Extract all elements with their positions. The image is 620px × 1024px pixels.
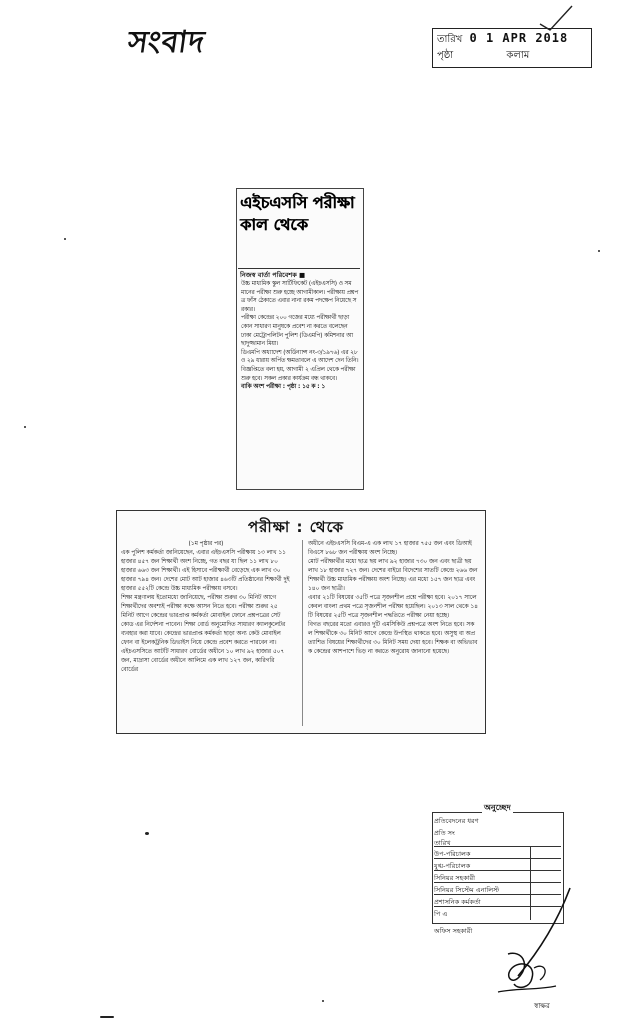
routing-row-label: প্রতি সং (434, 829, 455, 837)
clipping-paragraph: ডিএমপি অধ্যাদেশ (অর্ডিন্যান্স নং-৩/১৯৭৬) এর ২৮ ও ২৯ ধারায় অর্পিত ক্ষমতাবলে এ আদেশ দেন তিনি। বিজ্ঞপ্তিতে বলা হয়, আগামী ২ এপ্রিল থেকে পরীক্ষা শুরু হবে। সকল প্রকার কার্যক্রম বন্ধ থাকবে। (241, 349, 359, 382)
column-paragraph: এইচএসসিতে আটটি সাধারণ বোর্ডের অধীনে ১০ লাখ ৯২ হাজার ৫০৭ জন, মাদ্রাসা বোর্ডের অধীনে আলিমে এক লাখ ১২৭ জন, কারিগরি বোর্ডের (121, 649, 285, 673)
routing-row-label: সিনিয়র সহকারী (434, 874, 475, 882)
stamp-date-value: 0 1 APR 2018 (469, 31, 569, 45)
routing-form-title: অনুচ্ছেদ (482, 802, 513, 815)
stamp-page-label: পৃষ্ঠা (437, 50, 454, 61)
handwritten-signature-icon (478, 880, 588, 1000)
scan-speck (24, 426, 26, 428)
routing-row-label: অফিস সহকারী (434, 927, 473, 935)
scan-speck (64, 238, 66, 240)
clipping-headline: এইচএসসি পরীক্ষা কাল থেকে (240, 193, 355, 234)
clipping-byline: নিজস্ব বার্তা পরিবেশক ■ (240, 271, 306, 279)
scan-speck (598, 250, 600, 252)
stamp-column-label: কলাম (506, 50, 530, 61)
column-paragraph: শিক্ষা মন্ত্রণালয় ইতোমধ্যে জানিয়েছে, পরীক্ষা শুরুর ৩০ মিনিট আগে শিক্ষার্থীদের অবশ্যই পরীক্ষা কক্ষে আসন নিতে হবে। পরীক্ষা শুরুর ২৫ মিনিট আগে কেন্দ্রের ভারপ্রাপ্ত কর্মকর্তা মোবাইল ফোনে প্রশ্নপত্রের সেট কোড এর নির্দেশনা পাবেন। শিক্ষা বোর্ড অনুমোদিত সাধারণ ক্যালকুলেটর ব্যবহার করা যাবে। কেন্দ্রের ভারপ্রাপ্ত কর্মকর্তা ছাড়া অন্য কেউ মোবাইল ফোন বা ইলেকট্রনিক ডিভাইস নিয়ে কেন্দ্রে প্রবেশ করতে পারবেন না। (121, 595, 286, 646)
stamp-date-label: তারিখ (437, 34, 463, 45)
continuation-right-column (308, 540, 478, 657)
column-divider (302, 540, 303, 726)
scan-speck (322, 1000, 324, 1002)
column-paragraph: বিগত বছরের মতো এবারও দুটি এমসিকিউ প্রশ্নপত্রে অংশ নিতে হবে। সকল শিক্ষার্থীকে ৩০ মিনিট আগে কেন্দ্রে উপস্থিত থাকতে হবে। অসুস্থ বা অপ্রত্যাশিত বিষয়ের শিক্ষার্থীদের ৩০ মিনিট সময় দেয়া হবে। শিক্ষক বা অভিভাবক কেন্দ্রের আশপাশে ভিড় না করতে অনুরোধ জানানো হয়েছে। (308, 622, 478, 655)
signature-label: স্বাক্ষর (534, 1002, 550, 1010)
routing-row-label: যুগ্ম-পরিচালক (434, 862, 471, 870)
continuation-headline: পরীক্ষা : থেকে (248, 518, 344, 536)
routing-row-label: সিনিয়র সিস্টেম এনালিস্ট (434, 886, 500, 894)
clipping-paragraph: উচ্চ মাধ্যমিক স্কুল সার্টিফিকেট (এইচএসসি) ও সমমানের পরীক্ষা শুরু হচ্ছে আগামীকাল। পরীক্ষায় প্রশ্নপত্র ফাঁস ঠেকাতে এবার নানা রকম পদক্ষেপ নিয়েছে সরকার। (241, 281, 359, 313)
routing-row-label: প্রতিবেদনের ধরণ (434, 817, 479, 825)
stamp-date-row (437, 29, 591, 47)
date-stamp (432, 28, 592, 68)
newspaper-masthead: সংবাদ (125, 25, 208, 60)
scan-speck (145, 832, 149, 835)
routing-row-label: তারিখ (434, 839, 451, 847)
continuation-left-column (121, 540, 291, 675)
clipping-continuation: বাকি অংশ পরীক্ষা : পৃষ্ঠা : ১৫ ক : ১ (241, 384, 326, 391)
column-paragraph: এক পুলিশ কর্মকর্তা জানিয়েছেন, এবার এইচএসসি পরীক্ষায় ১৩ লাখ ১১ হাজার ৪৫৭ জন শিক্ষার্থী অংশ নিচ্ছে, গত বছর যা ছিল ১১ লাখ ৮০ হাজার ৬৬৩ জন শিক্ষার্থী। এই হিসাবে পরীক্ষার্থী বেড়েছে এক লাখ ৩০ হাজার ৭৯৪ জন। দেশের মোট আট হাজার ৪৬৩টি প্রতিষ্ঠানের শিক্ষার্থী দুই হাজার ৫৫২টি কেন্দ্রে উচ্চ মাধ্যমিক পরীক্ষায় বসবে। (121, 550, 290, 592)
headline-divider (238, 268, 360, 269)
stamp-page-row (437, 47, 591, 65)
routing-row-label: পি এ (434, 910, 448, 918)
clipping-body (241, 280, 359, 392)
column-paragraph: (১ম পৃষ্ঠার পর) (188, 541, 224, 547)
column-paragraph: অধীনে এইচএসসি বিএম-এ এক লাখ ১৭ হাজার ৭৫৫ জন এবং ডিআইবিএসে ৮৬৮ জন পরীক্ষায় অংশ নিচ্ছে। (308, 541, 472, 556)
scan-speck (100, 1016, 114, 1018)
column-paragraph: এবার ২১টি বিষয়ের ৩৫টি পত্রে সৃজনশীল প্রশ্নে পরীক্ষা হবে। ২০১৭ সালে কেবল বাংলা প্রথম পত্রে সৃজনশীল পরীক্ষা হয়েছিল। ২০১৩ সাল থেকে ১৪টি বিষয়ের ২৫টি পত্রে সৃজনশীল পদ্ধতিতে পরীক্ষা নেয়া হচ্ছে। (308, 595, 478, 619)
routing-row-label: প্রশাসনিক কর্মকর্তা (434, 898, 481, 906)
clipping-paragraph: পরীক্ষা কেন্দ্রের ২০০ গজের মধ্যে পরীক্ষার্থী ছাড়া কোন সাধারণ মানুষকে প্রবেশ না করতে বলেছেন ঢাকা মেট্রোপলিটন পুলিশ (ডিএমপি) কমিশনার আছাদুজ্জামান মিয়া। (241, 315, 353, 348)
column-paragraph: মোট পরীক্ষার্থীর মধ্যে ছাত্র ছয় লাখ ৯২ হাজার ৭৩০ জন এবং ছাত্রী ছয় লাখ ১৮ হাজার ৭২৭ জন। দেশের বাইরে বিদেশের সাতটি কেন্দ্রে ২৬৬ জন শিক্ষার্থী উচ্চ মাধ্যমিক পরীক্ষায় অংশ নিচ্ছে। এর মধ্যে ১৫৭ জন ছাত্র এবং ১৪০ জন ছাত্রী। (308, 559, 478, 592)
routing-row-label: উপ-পরিচালক (434, 850, 471, 858)
